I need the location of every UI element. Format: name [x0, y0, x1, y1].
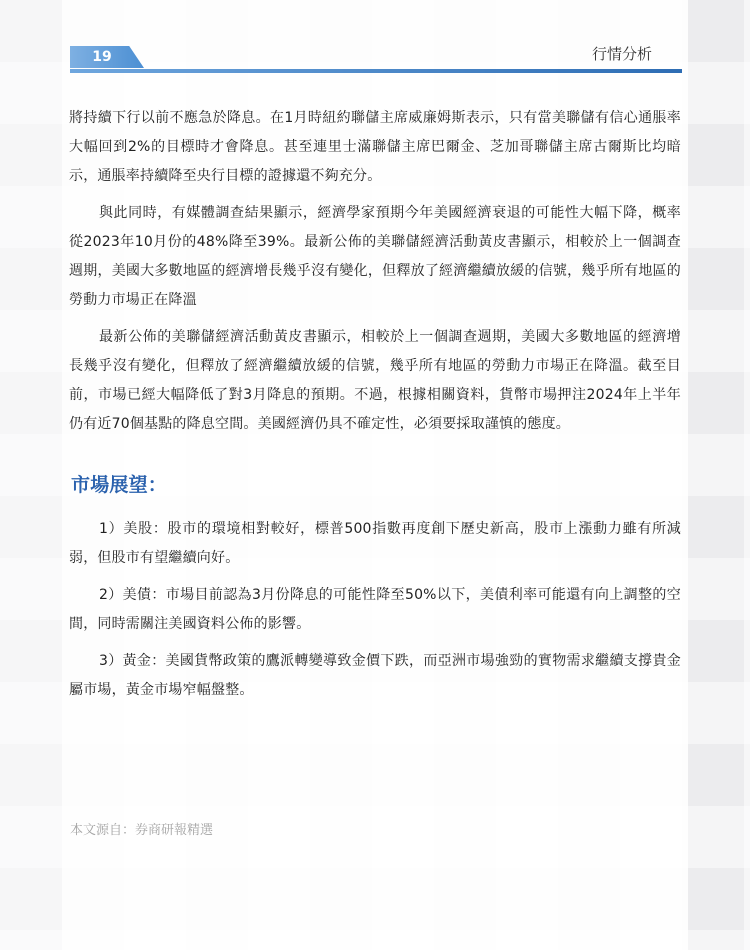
market-outlook-heading: 市場展望：	[71, 474, 168, 496]
page-header	[70, 44, 682, 74]
section-title: 行情分析	[591, 45, 652, 63]
outlook-item-bonds: 2）美債：市場目前認為3月份降息的可能性降至50%以下，美債利率可能還有向上調整的空間，同時需關注美國資料公佈的影響。	[69, 587, 681, 632]
paragraph-2: 與此同時，有媒體調查結果顯示，經濟學家預期今年美國經濟衰退的可能性大幅下降，概率從2023年10月份的48%降至39%。最新公佈的美聯儲經濟活動黃皮書顯示，相較於上一個調查週期，美國大多數地區的經濟增長幾乎沒有變化，但釋放了經濟繼續放緩的信號，幾乎所有地區的勞動力市場正在降溫	[69, 205, 681, 308]
outlook-item-gold: 3）黃金：美國貨幣政策的鷹派轉變導致金價下跌，而亞洲市場強勁的實物需求繼續支撐貴金屬市場，黃金市場窄幅盤整。	[69, 653, 681, 698]
outlook-item-stocks: 1）美股：股市的環境相對較好，標普500指數再度創下歷史新高，股市上漲動力雖有所減弱，但股市有望繼續向好。	[69, 521, 681, 566]
source-note: 本文源自：券商研報精選	[70, 823, 214, 838]
article-body	[69, 104, 681, 713]
paragraph-1: 將持續下行以前不應急於降息。在1月時紐約聯儲主席威廉姆斯表示，只有當美聯儲有信心通脹率大幅回到2%的目標時才會降息。甚至連里士滿聯儲主席巴爾金、芝加哥聯儲主席古爾斯比均暗示，通脹率持續降至央行目標的證據還不夠充分。	[69, 110, 681, 184]
page-number: 19	[92, 49, 112, 65]
header-divider	[70, 69, 682, 73]
paragraph-3: 最新公佈的美聯儲經濟活動黃皮書顯示，相較於上一個調查週期，美國大多數地區的經濟增長幾乎沒有變化，但釋放了經濟繼續放緩的信號，幾乎所有地區的勞動力市場正在降溫。截至目前，市場已經大幅降低了對3月降息的預期。不過，根據相關資料，貨幣市場押注2024年上半年仍有近70個基點的降息空間。美國經濟仍具不確定性，必須要採取謹慎的態度。	[69, 329, 681, 432]
